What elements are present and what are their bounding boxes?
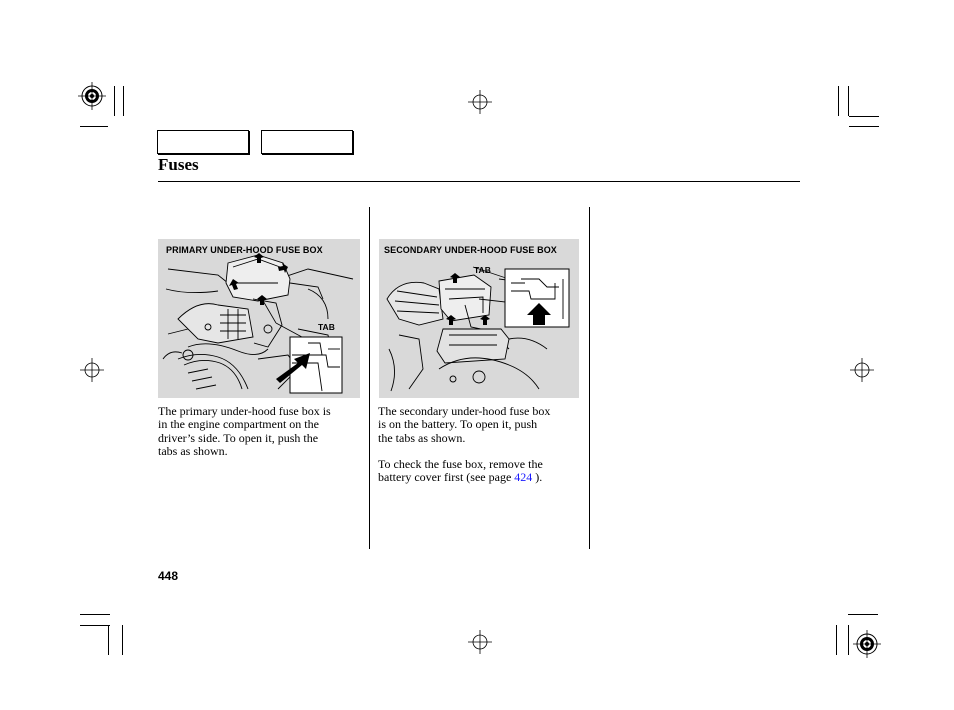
registration-target-icon bbox=[78, 82, 106, 110]
text-line: tabs as shown. bbox=[158, 444, 228, 459]
nav-button-index[interactable] bbox=[261, 130, 353, 154]
crosshair-icon bbox=[850, 358, 874, 382]
crop-mark bbox=[80, 126, 108, 127]
text-line: in the engine compartment on the bbox=[158, 417, 319, 432]
secondary-description bbox=[378, 405, 583, 445]
crosshair-icon bbox=[80, 358, 104, 382]
column-divider bbox=[589, 207, 590, 549]
crosshair-icon bbox=[468, 90, 492, 114]
text-fragment: battery cover first (see page bbox=[378, 470, 515, 485]
page-reference-link[interactable]: 424 bbox=[514, 470, 533, 485]
figure-caption: PRIMARY UNDER-HOOD FUSE BOX bbox=[166, 245, 323, 255]
crop-mark bbox=[80, 625, 110, 626]
text-line: The secondary under-hood fuse box bbox=[378, 404, 551, 418]
crop-mark bbox=[849, 116, 879, 117]
crop-mark bbox=[848, 86, 849, 116]
secondary-fuse-box-figure bbox=[379, 239, 579, 398]
crop-mark bbox=[108, 625, 109, 655]
page-number: 448 bbox=[158, 569, 179, 583]
crop-mark bbox=[114, 86, 115, 116]
text-line: the tabs as shown. bbox=[378, 430, 466, 445]
crop-mark bbox=[848, 614, 878, 615]
tab-label: TAB bbox=[474, 265, 491, 275]
crosshair-icon bbox=[468, 630, 492, 654]
text-line: To check the fuse box, remove the bbox=[378, 457, 543, 471]
figure-caption: SECONDARY UNDER-HOOD FUSE BOX bbox=[384, 245, 557, 255]
engine-illustration bbox=[158, 239, 360, 398]
text-line: is on the battery. To open it, push bbox=[378, 417, 538, 432]
page-title: Fuses bbox=[158, 155, 199, 174]
text-line bbox=[378, 471, 588, 484]
battery-illustration bbox=[379, 239, 579, 398]
text-line: The primary under-hood fuse box is bbox=[158, 404, 331, 418]
crop-mark bbox=[80, 614, 110, 615]
check-fuse-instruction bbox=[378, 458, 588, 485]
text-fragment: ). bbox=[532, 470, 543, 485]
column-divider bbox=[369, 207, 370, 549]
crop-mark bbox=[122, 625, 123, 655]
tab-label: TAB bbox=[318, 322, 335, 332]
crop-mark bbox=[836, 625, 837, 655]
registration-target-icon bbox=[853, 630, 881, 658]
crop-mark bbox=[848, 625, 849, 655]
crop-mark bbox=[849, 126, 879, 127]
nav-button-contents[interactable] bbox=[157, 130, 249, 154]
text-line: driver’s side. To open it, push the bbox=[158, 430, 319, 445]
crop-mark bbox=[838, 86, 839, 116]
primary-description bbox=[158, 405, 363, 459]
primary-fuse-box-figure bbox=[158, 239, 360, 398]
title-rule bbox=[158, 181, 800, 182]
crop-mark bbox=[123, 86, 124, 116]
